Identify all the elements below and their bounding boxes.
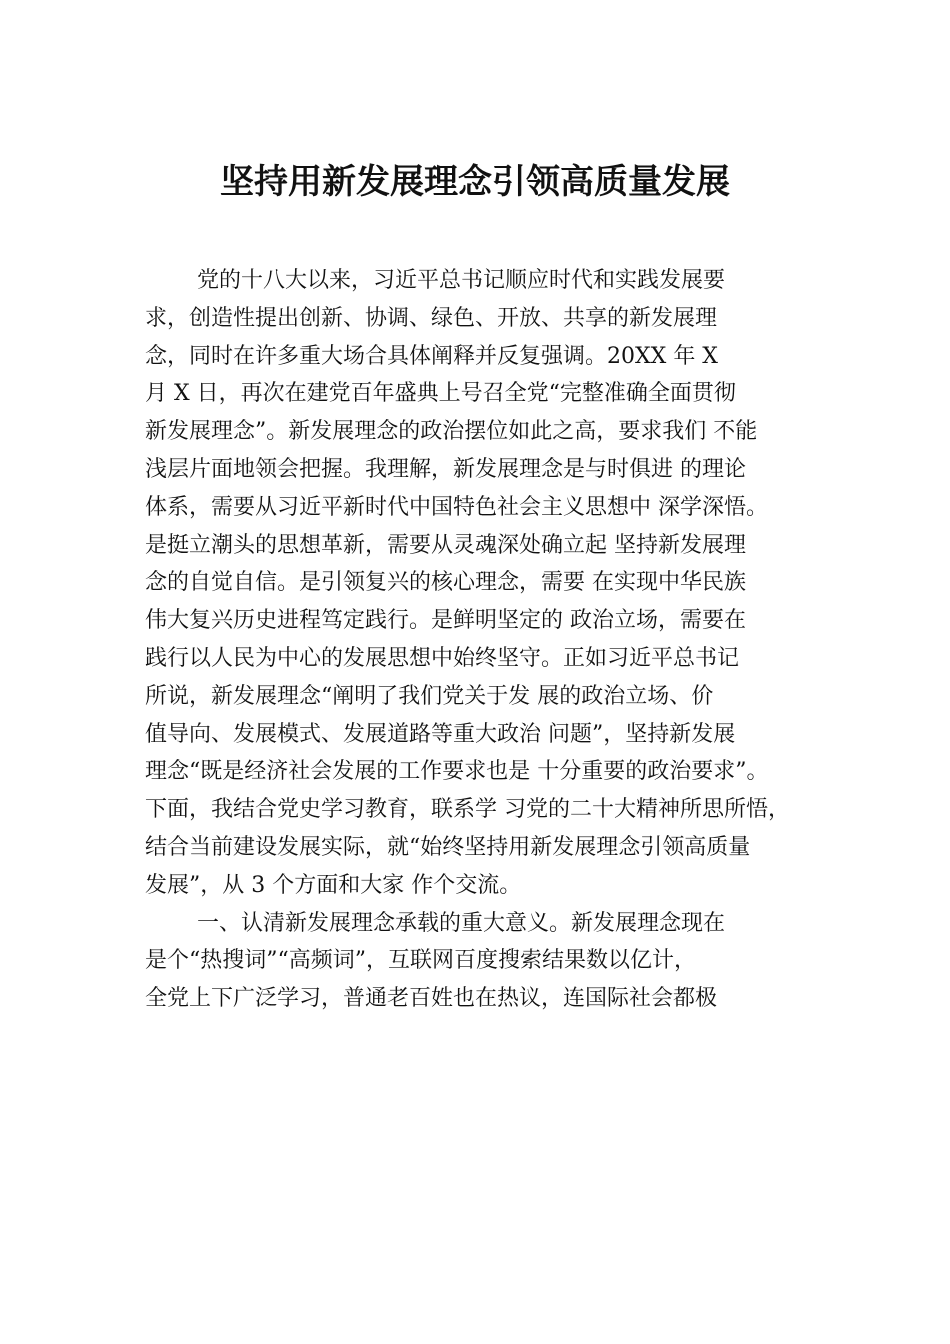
paragraph-line: 结合当前建设发展实际，就“始终坚持用新发展理念引领高质量	[145, 834, 751, 860]
document-title: 坚持用新发展理念引领高质量发展	[220, 162, 730, 202]
document-body	[145, 262, 845, 1018]
paragraph-line: 值导向、发展模式、发展道路等重大政治 问题”，坚持新发展	[145, 721, 736, 747]
paragraph-line: 伟大复兴历史进程笃定践行。是鲜明坚定的 政治立场，需要在	[145, 608, 746, 634]
paragraph-line: 体系，需要从习近平新时代中国特色社会主义思想中 深学深悟。	[145, 494, 768, 520]
paragraph-line: 念的自觉自信。是引领复兴的核心理念，需要 在实现中华民族	[145, 570, 746, 596]
paragraph-line: 是个“热搜词”“高频词”，互联网百度搜索结果数以亿计，	[145, 948, 696, 974]
paragraph-line: 求，创造性提出创新、协调、绿色、开放、共享的新发展理	[145, 305, 718, 331]
paragraph-line: 所说，新发展理念“阐明了我们党关于发 展的政治立场、价	[145, 683, 714, 709]
paragraph-line: 是挺立潮头的思想革新，需要从灵魂深处确立起 坚持新发展理	[145, 532, 746, 558]
paragraph-line: 下面，我结合党史学习教育，联系学 习党的二十大精神所思所悟，	[145, 797, 790, 823]
paragraph-line: 践行以人民为中心的发展思想中始终坚守。正如习近平总书记	[145, 645, 740, 671]
paragraph-line: 理念“既是经济社会发展的工作要求也是 十分重要的政治要求”。	[145, 759, 769, 785]
paragraph-line: 新发展理念”。新发展理念的政治摆位如此之高，要求我们 不能	[145, 419, 758, 445]
paragraph-line: 党的十八大以来，习近平总书记顺应时代和实践发展要	[197, 268, 726, 293]
paragraph-line: 月 X 日，再次在建党百年盛典上号召全党“完整准确全面贯彻	[145, 381, 736, 407]
section-heading-line: 一、认清新发展理念承载的重大意义。新发展理念现在	[197, 910, 726, 936]
paragraph-line: 发展”，从 3 个方面和大家 作个交流。	[145, 872, 522, 898]
paragraph-line: 全党上下广泛学习，普通老百姓也在热议，连国际社会都极	[145, 986, 718, 1012]
paragraph-line: 浅层片面地领会把握。我理解，新发展理念是与时俱进 的理论	[145, 456, 746, 482]
paragraph-line: 念，同时在许多重大场合具体阐释并反复强调。20XX 年 X	[145, 343, 718, 369]
